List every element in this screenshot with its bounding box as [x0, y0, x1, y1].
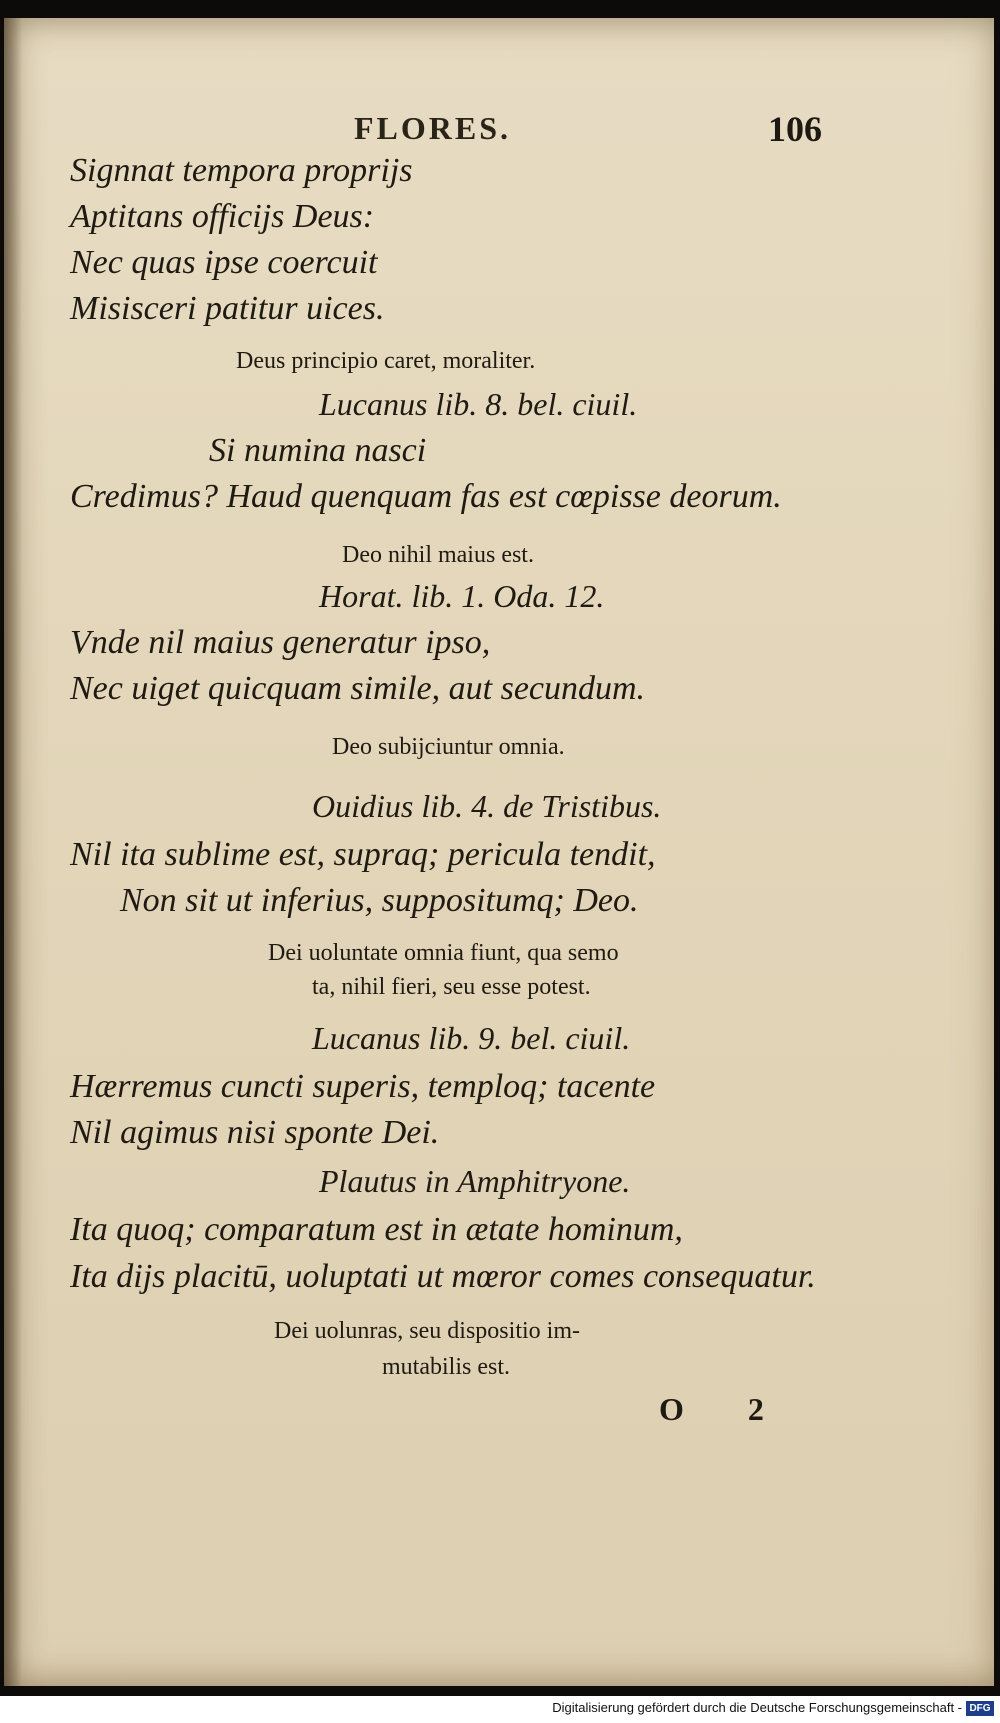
signature-mark: O 2	[659, 1391, 792, 1427]
section-heading: Deo nihil maius est.	[342, 542, 534, 568]
verse-line: Non sit ut inferius, suppositumq; Deo.	[120, 882, 639, 919]
verse-line: Vnde nil maius generatur ipso,	[70, 624, 491, 661]
book-page	[4, 18, 994, 1686]
running-head: FLORES.	[354, 110, 512, 146]
verse-line: Credimus? Haud quenquam fas est cœpisse deorum.	[70, 478, 782, 515]
verse-line: Ita dijs placitū, uoluptati ut mœror comes consequatur.	[70, 1258, 816, 1295]
section-heading: Dei uoluntate omnia fiunt, qua semo	[268, 940, 619, 966]
section-heading: ta, nihil fieri, seu esse potest.	[312, 974, 591, 1000]
page-number: 106	[768, 109, 822, 149]
verse-line: Aptitans officijs Deus:	[70, 198, 375, 235]
source-citation: Plautus in Amphitryone.	[319, 1163, 631, 1199]
source-citation: Lucanus lib. 8. bel. ciuil.	[319, 386, 638, 422]
section-heading: mutabilis est.	[382, 1354, 510, 1380]
footer-bar	[0, 1696, 1000, 1723]
verse-line: Nil ita sublime est, supraq; pericula tendit,	[70, 836, 656, 873]
page-gutter-shadow	[4, 18, 22, 1686]
verse-line: Si numina nasci	[209, 432, 427, 469]
verse-line: Nec uiget quicquam simile, aut secundum.	[70, 670, 646, 707]
section-heading: Deus principio caret, moraliter.	[236, 348, 536, 374]
section-heading: Deo subijciuntur omnia.	[332, 734, 565, 760]
digitization-credit: Digitalisierung gefördert durch die Deutsche Forschungsgemeinschaft -	[552, 1700, 962, 1715]
verse-line: Nec quas ipse coercuit	[70, 244, 378, 281]
dfg-logo[interactable]: DFG	[966, 1701, 994, 1716]
verse-line: Misisceri patitur uices.	[70, 290, 385, 327]
section-heading: Dei uolunras, seu dispositio im-	[274, 1318, 580, 1344]
verse-line: Ita quoq; comparatum est in ætate hominum,	[70, 1211, 683, 1248]
source-citation: Ouidius lib. 4. de Tristibus.	[312, 788, 662, 824]
source-citation: Horat. lib. 1. Oda. 12.	[319, 578, 605, 614]
verse-line: Hærremus cuncti superis, temploq; tacente	[70, 1068, 656, 1105]
verse-line: Nil agimus nisi sponte Dei.	[70, 1114, 440, 1151]
verse-line: Signnat tempora proprijs	[70, 152, 413, 189]
source-citation: Lucanus lib. 9. bel. ciuil.	[312, 1020, 631, 1056]
